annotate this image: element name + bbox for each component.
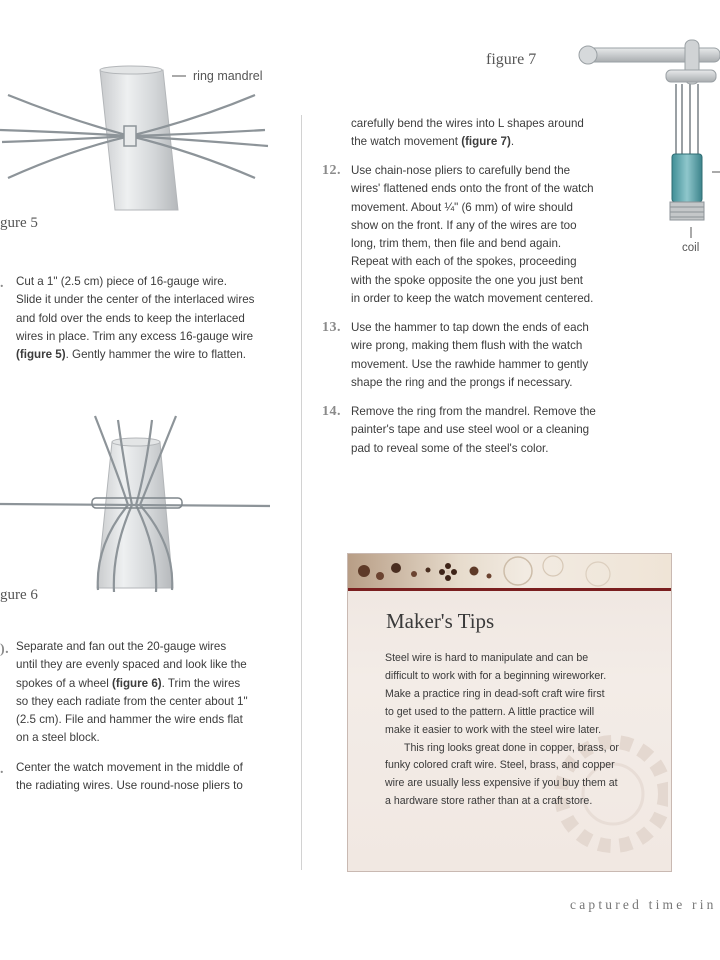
figure-5-label: ring mandrel [193,69,263,83]
makers-tips-box [347,553,672,872]
step-14-text: Remove the ring from the mandrel. Remove the painter's tape and use steel wool or a cleaning pad to reveal some of the steel's color. [351,405,596,455]
floral-ornament-icon [348,554,671,588]
figure-6-ref: (figure 6) [112,676,162,690]
step-number: ). [0,642,10,657]
figure-6-illustration [0,410,300,595]
step-13-text: Use the hammer to tap down the ends of each wire prong, making them flush with the watch movement. Use the rawhide hammer to gently shape the ring and the prongs if necessary. [351,321,589,389]
step-number: 14. [322,404,341,419]
column-divider [301,115,302,870]
step-c-text: Center the watch movement in the middle of the radiating wires. Use round-nose pliers to [16,761,243,793]
step-b-text: Separate and fan out the 20-gauge wires until they are evenly spaced and look like the spokes of a wheel (figure 6). Trim the wires so they each radiate from the center about 1" (2.5 cm). File and hammer the wire ends flat on a steel block. [16,640,248,745]
figure-6-caption: gure 6 [0,587,38,603]
tips-title: Maker's Tips [386,609,495,633]
intro-text: carefully bend the wires into L shapes around the watch movement (figure 7). [351,117,584,149]
step-12-text: Use chain-nose pliers to carefully bend the wires' flattened ends onto the front of the watch movement. About ¼" (6 mm) of wire should show on the front. If any of the wires are too long, trim them, then file and bend again. Repeat with each of the spokes, proceeding with the spoke opposite the one you just bent in order to keep the watch movement centered. [351,164,594,306]
tips-text: Steel wire is hard to manipulate and can be difficult to work with for a beginning wireworker. Make a practice ring in dead-soft craft wire first to get used to the pattern. A little practice will make it easier to work with the steel wire later. This ring looks great done in copper, brass, or funky colored craft wire. Steel, brass, and copper wire are usually less expensive if you buy them at a hardware store rather than at a craft store. [385,652,619,808]
step-number: 12. [322,163,341,178]
step-a-text: Cut a 1" (2.5 cm) piece of 16-gauge wire. Slide it under the center of the interlaced wires and fold over the ends to keep the interlaced wires in place. Trim any excess 16-gauge wire (figure 5). Gently hammer the wire to flatten. [16,275,255,362]
step-number: . [0,762,4,777]
figure-5-illustration [0,60,300,220]
figure-5-ref: (figure 5) [16,348,66,362]
step-number: . [0,276,4,291]
tips-decorative-banner [348,554,671,591]
figure-7-caption: figure 7 [486,51,537,68]
running-footer: captured time rin [570,897,717,912]
coil-label: coil [682,242,700,254]
figure-5-caption: gure 5 [0,215,38,231]
step-number: 13. [322,320,341,335]
figure-7-ref: (figure 7) [461,135,511,149]
